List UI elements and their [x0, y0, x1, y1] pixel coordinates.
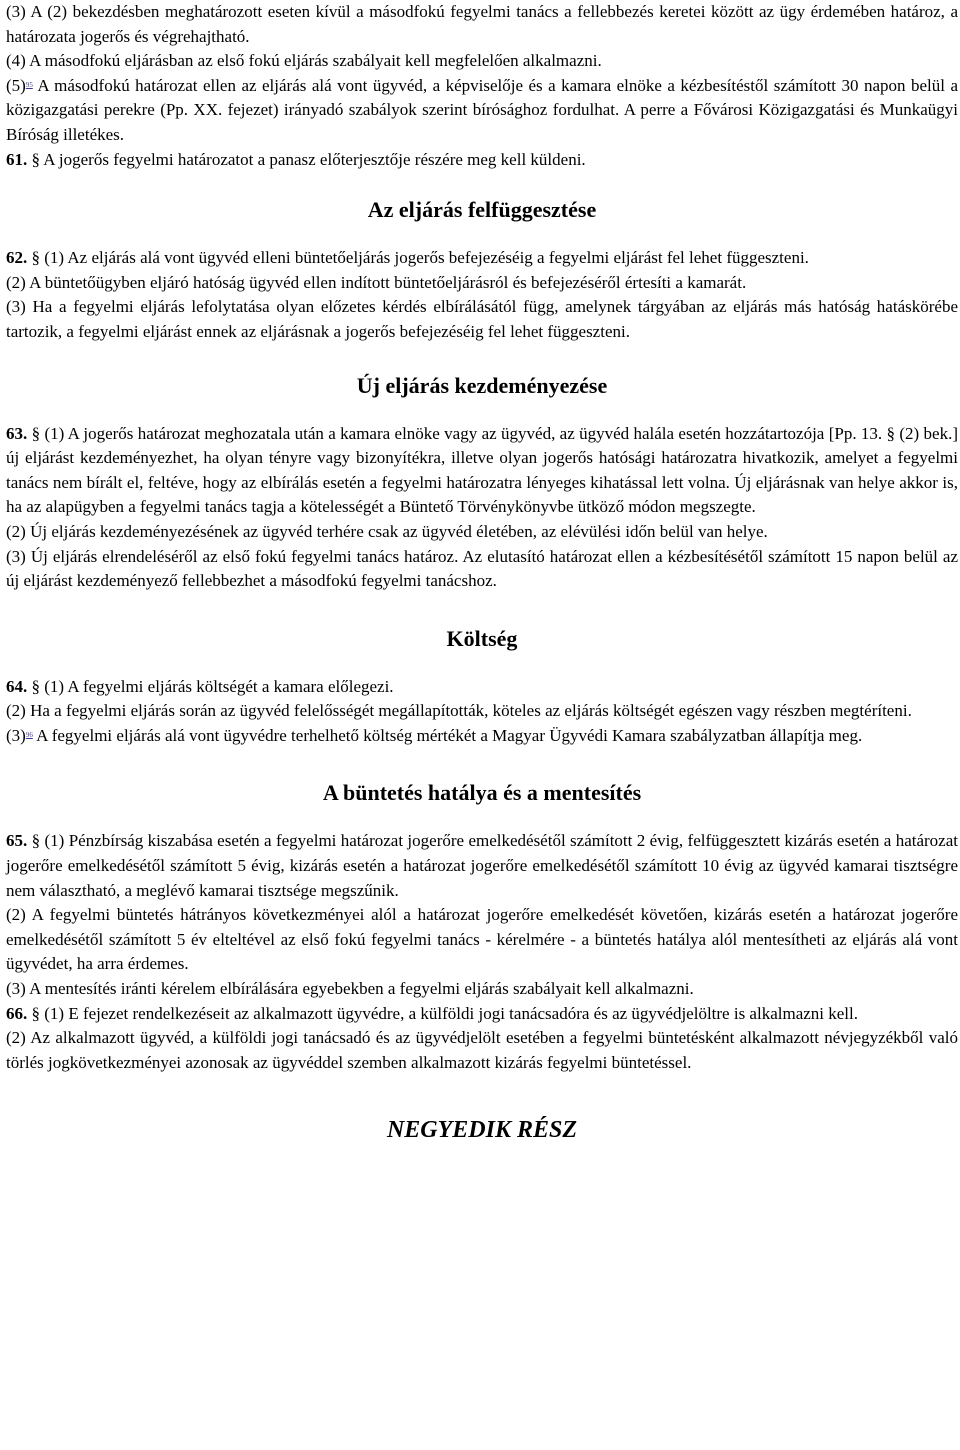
paragraph: (3) A mentesítés iránti kérelem elbírálására egyebekben a fegyelmi eljárás szabályait kell alkalmazni.	[6, 979, 694, 999]
paragraph	[6, 724, 958, 749]
paragraph: (2) Az alkalmazott ügyvéd, a külföldi jogi tanácsadó és az ügyvédjelölt esetében a fegyelmi büntetésként alkalmazott névjegyzékből való törlés jogkövetkezményei azonosak az ügyvéddel szemben alkalmazott kizárás fegyelmi büntetéssel.	[6, 1028, 958, 1072]
paragraph	[6, 1002, 958, 1027]
section-heading: Az eljárás felfüggesztése	[367, 197, 597, 223]
paragraph	[6, 422, 958, 520]
paragraph	[6, 74, 958, 148]
paragraph-text: § (1) E fejezet rendelkezéseit az alkalmazott ügyvédre, a külföldi jogi tanácsadóra és az ügyvédjelöltre is alkalmazni kell.	[27, 1003, 859, 1023]
document-page	[6, 0, 958, 1145]
paragraph-text: § (1) Az eljárás alá vont ügyvéd elleni büntetőeljárás jogerős befejezéséig a fegyelmi eljárást fel lehet függeszteni.	[27, 248, 809, 268]
paragraph-text: A másodfokú határozat ellen az eljárás alá vont ügyvéd, a képviselője és a kamara elnöke a kézbesítéstől számított 30 napon belül a közigazgatási perekre (Pp. XX. fejezet) irányadó szabályok szerint bírósághoz fordulhat. A perre a Fővárosi Közigazgatási és Munkaügyi Bíróság illetékes.	[6, 75, 958, 144]
section-number: 62.	[6, 248, 28, 268]
section-number: 63.	[6, 423, 28, 443]
paragraph-text: § (1) A fegyelmi eljárás költségét a kamara előlegezi.	[27, 676, 394, 696]
paragraph: (3) Új eljárás elrendeléséről az első fokú fegyelmi tanács határoz. Az elutasító határozat ellen a kézbesítésétől számított 15 napon belül az új eljárást kezdeményező fellebbezhet a másodfokú fegyelmi tanácshoz.	[6, 546, 958, 591]
paragraph: (3) A (2) bekezdésben meghatározott eseten kívül a másodfokú fegyelmi tanács a fellebbezés keretei között az ügy érdemében határoz, a határozata jogerős és végrehajtható.	[6, 2, 958, 46]
section-heading: Költség	[446, 625, 518, 651]
paragraph: (2) Ha a fegyelmi eljárás során az ügyvéd felelősségét megállapították, köteles az eljárás költségét egészen vagy részben megtéríteni.	[6, 701, 912, 721]
paragraph-text: § (1) Pénzbírság kiszabása esetén a fegyelmi határozat jogerőre emelkedésétől számított 2 évig, felfüggesztett kizárás esetén a határozat jogerőre emelkedésétől számított 5 évig, kizárás esetén a határozat jogerőre emelkedésétől számított 10 évig az ügyvéd kamarai tisztségre nem választható, a meglévő kamarai tisztsége megszűnik.	[6, 831, 958, 900]
section-number: 64.	[6, 676, 28, 696]
paragraph: (2) A büntetőügyben eljáró hatóság ügyvéd ellen indított büntetőeljárásról és befejezéséről értesíti a kamarát.	[6, 272, 747, 292]
paragraph	[6, 675, 958, 700]
subsection-number: (5)	[6, 75, 26, 95]
footnote-link[interactable]: 96	[25, 730, 33, 739]
section-heading: A büntetés hatálya és a mentesítés	[322, 780, 642, 806]
section-number: 65.	[6, 831, 28, 851]
subsection-number: (3)	[6, 725, 26, 745]
paragraph-text: § (1) A jogerős határozat meghozatala után a kamara elnöke vagy az ügyvéd, az ügyvéd halála esetén hozzátartozója [Pp. 13. § (2) bek.] új eljárást kezdeményezhet, ha olyan tényre vagy bizonyítékra, illetve olyan jogerős hatósági határozatra hivatkozik, amelyet a fegyelmi tanács nem bírált el, feltéve, hogy az elbírálás esetén a fegyelmi határozatra lényeges kihatással lett volna. Új eljárásnak van helye akkor is, ha az alapügyben a fegyelmi tanács tagja a kötelességét a Büntető Törvénykönyvbe ütköző módon megszegte.	[6, 423, 958, 517]
paragraph: (4) A másodfokú eljárásban az első fokú eljárás szabályait kell megfelelően alkalmazni.	[6, 51, 602, 71]
paragraph	[6, 148, 958, 173]
paragraph	[6, 829, 958, 903]
part-heading: NEGYEDIK RÉSZ	[386, 1117, 578, 1144]
paragraph: (2) Új eljárás kezdeményezésének az ügyvéd terhére csak az ügyvéd életében, az elévülési időn belül van helye.	[6, 521, 768, 541]
section-number: 66.	[6, 1003, 28, 1023]
paragraph-text: A fegyelmi eljárás alá vont ügyvédre terhelhető költség mértékét a Magyar Ügyvédi Kamara szabályzatban állapítja meg.	[32, 725, 863, 745]
paragraph: (3) Ha a fegyelmi eljárás lefolytatása olyan előzetes kérdés elbírálásától függ, amelynek tárgyában az eljárás más hatóság hatáskörébe tartozik, a fegyelmi eljárást ennek az eljárásnak a jogerős befejezéséig fel lehet függeszteni.	[6, 297, 958, 341]
paragraph	[6, 246, 958, 271]
section-heading: Új eljárás kezdeményezése	[356, 372, 608, 398]
paragraph: (2) A fegyelmi büntetés hátrányos következményei alól a határozat jogerőre emelkedését követően, kizárás esetén a határozat jogerőre emelkedésétől számított 5 év elteltével az első fokú fegyelmi tanács - kérelmére - a büntetés hatálya alól mentesítheti az eljárás alá vont ügyvédet, ha arra érdemes.	[6, 905, 958, 974]
paragraph-text: § A jogerős fegyelmi határozatot a panasz előterjesztője részére meg kell küldeni.	[27, 149, 586, 169]
footnote-link[interactable]: 95	[25, 80, 33, 89]
section-number: 61.	[6, 149, 28, 169]
